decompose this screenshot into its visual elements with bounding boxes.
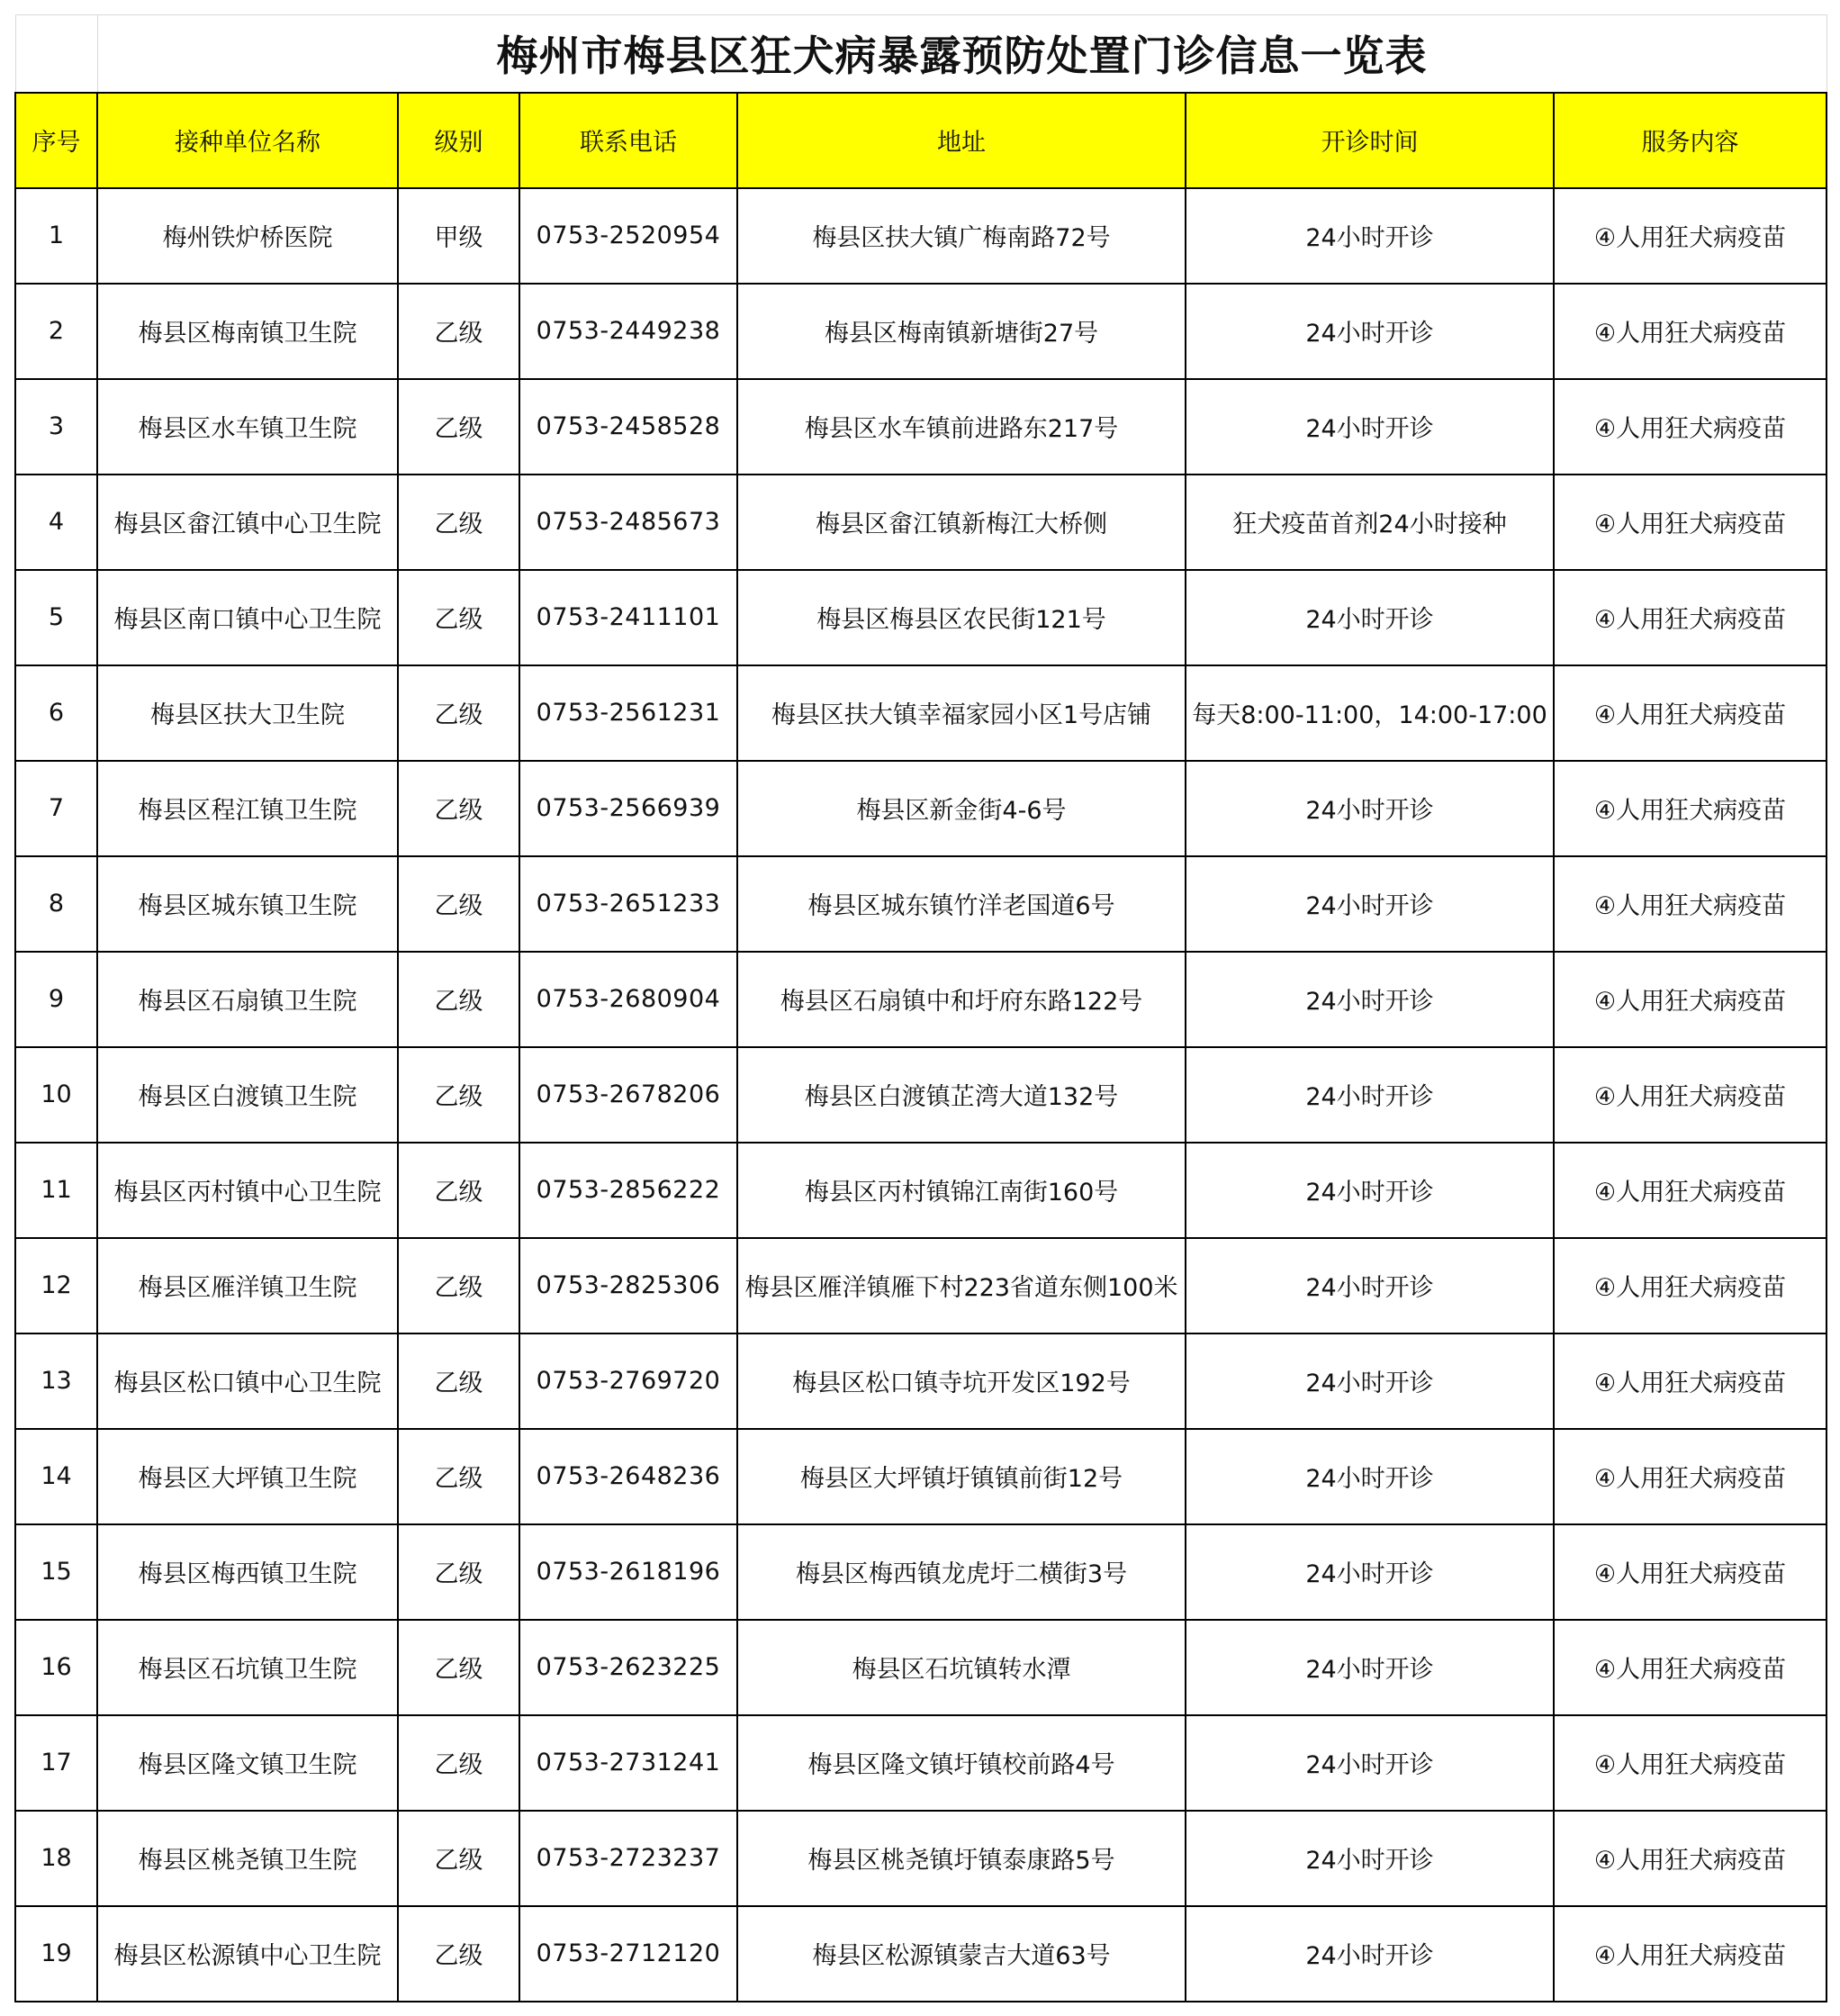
cell-index: 6	[15, 665, 97, 761]
cell-phone: 0753-2561231	[519, 665, 737, 761]
cell-phone: 0753-2485673	[519, 475, 737, 570]
cell-level: 乙级	[398, 1238, 519, 1333]
cell-hours: 24小时开诊	[1186, 570, 1554, 665]
cell-phone: 0753-2411101	[519, 570, 737, 665]
cell-index: 13	[15, 1333, 97, 1429]
cell-service: ④人用狂犬病疫苗	[1554, 1524, 1826, 1620]
table-row	[15, 761, 1826, 856]
cell-unit-name: 梅县区白渡镇卫生院	[97, 1047, 398, 1143]
cell-address: 梅县区梅南镇新塘街27号	[737, 284, 1186, 379]
table-row	[15, 1143, 1826, 1238]
cell-unit-name: 梅县区梅南镇卫生院	[97, 284, 398, 379]
cell-phone: 0753-2680904	[519, 952, 737, 1047]
cell-level: 乙级	[398, 1715, 519, 1811]
cell-phone: 0753-2618196	[519, 1524, 737, 1620]
table-row	[15, 1715, 1826, 1811]
cell-level: 乙级	[398, 1429, 519, 1524]
cell-address: 梅县区雁洋镇雁下村223省道东侧100米	[737, 1238, 1186, 1333]
cell-hours: 24小时开诊	[1186, 856, 1554, 952]
cell-index: 18	[15, 1811, 97, 1906]
cell-address: 梅县区大坪镇圩镇镇前街12号	[737, 1429, 1186, 1524]
cell-unit-name: 梅县区大坪镇卫生院	[97, 1429, 398, 1524]
table-row	[15, 1429, 1826, 1524]
cell-unit-name: 梅县区南口镇中心卫生院	[97, 570, 398, 665]
table-row	[15, 1047, 1826, 1143]
cell-service: ④人用狂犬病疫苗	[1554, 1620, 1826, 1715]
cell-index: 14	[15, 1429, 97, 1524]
cell-phone: 0753-2520954	[519, 188, 737, 284]
cell-index: 15	[15, 1524, 97, 1620]
cell-level: 乙级	[398, 1524, 519, 1620]
cell-hours: 24小时开诊	[1186, 188, 1554, 284]
header-index: 序号	[15, 93, 97, 188]
cell-phone: 0753-2769720	[519, 1333, 737, 1429]
cell-phone: 0753-2566939	[519, 761, 737, 856]
header-unit-name: 接种单位名称	[97, 93, 398, 188]
cell-index: 12	[15, 1238, 97, 1333]
cell-address: 梅县区松口镇寺坑开发区192号	[737, 1333, 1186, 1429]
table-row	[15, 952, 1826, 1047]
cell-unit-name: 梅县区松口镇中心卫生院	[97, 1333, 398, 1429]
cell-index: 11	[15, 1143, 97, 1238]
cell-phone: 0753-2723237	[519, 1811, 737, 1906]
cell-phone: 0753-2712120	[519, 1906, 737, 2002]
page-title: 梅州市梅县区狂犬病暴露预防处置门诊信息一览表	[97, 15, 1826, 93]
cell-unit-name: 梅县区程江镇卫生院	[97, 761, 398, 856]
table-row	[15, 665, 1826, 761]
cell-index: 16	[15, 1620, 97, 1715]
cell-level: 乙级	[398, 284, 519, 379]
cell-hours: 24小时开诊	[1186, 1906, 1554, 2002]
cell-unit-name: 梅县区松源镇中心卫生院	[97, 1906, 398, 2002]
cell-level: 乙级	[398, 1620, 519, 1715]
cell-service: ④人用狂犬病疫苗	[1554, 1333, 1826, 1429]
cell-service: ④人用狂犬病疫苗	[1554, 475, 1826, 570]
cell-service: ④人用狂犬病疫苗	[1554, 188, 1826, 284]
cell-hours: 24小时开诊	[1186, 1333, 1554, 1429]
cell-hours: 24小时开诊	[1186, 1238, 1554, 1333]
cell-unit-name: 梅县区雁洋镇卫生院	[97, 1238, 398, 1333]
cell-level: 乙级	[398, 1143, 519, 1238]
cell-phone: 0753-2623225	[519, 1620, 737, 1715]
cell-level: 乙级	[398, 1333, 519, 1429]
cell-hours: 24小时开诊	[1186, 1620, 1554, 1715]
cell-hours: 24小时开诊	[1186, 1143, 1554, 1238]
cell-phone: 0753-2825306	[519, 1238, 737, 1333]
header-service: 服务内容	[1554, 93, 1826, 188]
cell-service: ④人用狂犬病疫苗	[1554, 284, 1826, 379]
cell-service: ④人用狂犬病疫苗	[1554, 665, 1826, 761]
cell-address: 梅县区梅西镇龙虎圩二横街3号	[737, 1524, 1186, 1620]
cell-unit-name: 梅县区畲江镇中心卫生院	[97, 475, 398, 570]
cell-service: ④人用狂犬病疫苗	[1554, 1906, 1826, 2002]
cell-address: 梅县区扶大镇广梅南路72号	[737, 188, 1186, 284]
cell-index: 5	[15, 570, 97, 665]
cell-address: 梅县区白渡镇芷湾大道132号	[737, 1047, 1186, 1143]
cell-level: 乙级	[398, 952, 519, 1047]
cell-service: ④人用狂犬病疫苗	[1554, 1811, 1826, 1906]
table-row	[15, 570, 1826, 665]
table-row	[15, 284, 1826, 379]
cell-level: 乙级	[398, 570, 519, 665]
table-row	[15, 1524, 1826, 1620]
cell-hours: 狂犬疫苗首剂24小时接种	[1186, 475, 1554, 570]
cell-unit-name: 梅县区桃尧镇卫生院	[97, 1811, 398, 1906]
cell-service: ④人用狂犬病疫苗	[1554, 1047, 1826, 1143]
table-row	[15, 1811, 1826, 1906]
clinic-table	[14, 14, 1827, 2002]
cell-hours: 24小时开诊	[1186, 952, 1554, 1047]
cell-hours: 24小时开诊	[1186, 761, 1554, 856]
cell-address: 梅县区桃尧镇圩镇泰康路5号	[737, 1811, 1186, 1906]
cell-unit-name: 梅县区水车镇卫生院	[97, 379, 398, 475]
table-row	[15, 1620, 1826, 1715]
header-hours: 开诊时间	[1186, 93, 1554, 188]
cell-unit-name: 梅县区石坑镇卫生院	[97, 1620, 398, 1715]
cell-phone: 0753-2731241	[519, 1715, 737, 1811]
cell-index: 1	[15, 188, 97, 284]
table-row	[15, 379, 1826, 475]
cell-phone: 0753-2458528	[519, 379, 737, 475]
cell-hours: 24小时开诊	[1186, 1524, 1554, 1620]
cell-unit-name: 梅县区丙村镇中心卫生院	[97, 1143, 398, 1238]
cell-unit-name: 梅县区扶大卫生院	[97, 665, 398, 761]
cell-phone: 0753-2856222	[519, 1143, 737, 1238]
header-address: 地址	[737, 93, 1186, 188]
header-phone: 联系电话	[519, 93, 737, 188]
cell-index: 8	[15, 856, 97, 952]
cell-service: ④人用狂犬病疫苗	[1554, 570, 1826, 665]
cell-unit-name: 梅县区梅西镇卫生院	[97, 1524, 398, 1620]
cell-address: 梅县区隆文镇圩镇校前路4号	[737, 1715, 1186, 1811]
cell-address: 梅县区石坑镇转水潭	[737, 1620, 1186, 1715]
corner-cell	[15, 15, 97, 93]
cell-address: 梅县区松源镇蒙吉大道63号	[737, 1906, 1186, 2002]
cell-unit-name: 梅县区石扇镇卫生院	[97, 952, 398, 1047]
cell-service: ④人用狂犬病疫苗	[1554, 1715, 1826, 1811]
cell-service: ④人用狂犬病疫苗	[1554, 379, 1826, 475]
cell-address: 梅县区畲江镇新梅江大桥侧	[737, 475, 1186, 570]
cell-phone: 0753-2651233	[519, 856, 737, 952]
cell-index: 4	[15, 475, 97, 570]
cell-service: ④人用狂犬病疫苗	[1554, 1143, 1826, 1238]
cell-level: 乙级	[398, 856, 519, 952]
cell-level: 乙级	[398, 1906, 519, 2002]
cell-hours: 24小时开诊	[1186, 1429, 1554, 1524]
cell-address: 梅县区新金街4-6号	[737, 761, 1186, 856]
cell-level: 乙级	[398, 1047, 519, 1143]
cell-service: ④人用狂犬病疫苗	[1554, 761, 1826, 856]
cell-unit-name: 梅县区城东镇卫生院	[97, 856, 398, 952]
cell-index: 2	[15, 284, 97, 379]
cell-index: 3	[15, 379, 97, 475]
cell-level: 乙级	[398, 379, 519, 475]
cell-hours: 24小时开诊	[1186, 1047, 1554, 1143]
cell-index: 7	[15, 761, 97, 856]
cell-unit-name: 梅县区隆文镇卫生院	[97, 1715, 398, 1811]
cell-hours: 24小时开诊	[1186, 284, 1554, 379]
cell-level: 乙级	[398, 665, 519, 761]
cell-service: ④人用狂犬病疫苗	[1554, 856, 1826, 952]
cell-level: 甲级	[398, 188, 519, 284]
table-row	[15, 1238, 1826, 1333]
cell-hours: 每天8:00-11:00，14:00-17:00	[1186, 665, 1554, 761]
cell-level: 乙级	[398, 475, 519, 570]
cell-level: 乙级	[398, 1811, 519, 1906]
table-row	[15, 1906, 1826, 2002]
header-level: 级别	[398, 93, 519, 188]
cell-address: 梅县区水车镇前进路东217号	[737, 379, 1186, 475]
cell-hours: 24小时开诊	[1186, 1715, 1554, 1811]
cell-hours: 24小时开诊	[1186, 379, 1554, 475]
cell-index: 10	[15, 1047, 97, 1143]
cell-index: 9	[15, 952, 97, 1047]
cell-address: 梅县区梅县区农民街121号	[737, 570, 1186, 665]
table-row	[15, 188, 1826, 284]
cell-phone: 0753-2449238	[519, 284, 737, 379]
table-row	[15, 475, 1826, 570]
cell-address: 梅县区石扇镇中和圩府东路122号	[737, 952, 1186, 1047]
cell-service: ④人用狂犬病疫苗	[1554, 952, 1826, 1047]
cell-level: 乙级	[398, 761, 519, 856]
cell-address: 梅县区丙村镇锦江南街160号	[737, 1143, 1186, 1238]
cell-address: 梅县区城东镇竹洋老国道6号	[737, 856, 1186, 952]
cell-address: 梅县区扶大镇幸福家园小区1号店铺	[737, 665, 1186, 761]
title-row	[15, 15, 1826, 93]
cell-service: ④人用狂犬病疫苗	[1554, 1429, 1826, 1524]
header-row	[15, 93, 1826, 188]
cell-phone: 0753-2648236	[519, 1429, 737, 1524]
cell-unit-name: 梅州铁炉桥医院	[97, 188, 398, 284]
cell-index: 19	[15, 1906, 97, 2002]
table-row	[15, 1333, 1826, 1429]
cell-service: ④人用狂犬病疫苗	[1554, 1238, 1826, 1333]
cell-hours: 24小时开诊	[1186, 1811, 1554, 1906]
cell-index: 17	[15, 1715, 97, 1811]
cell-phone: 0753-2678206	[519, 1047, 737, 1143]
table-row	[15, 856, 1826, 952]
